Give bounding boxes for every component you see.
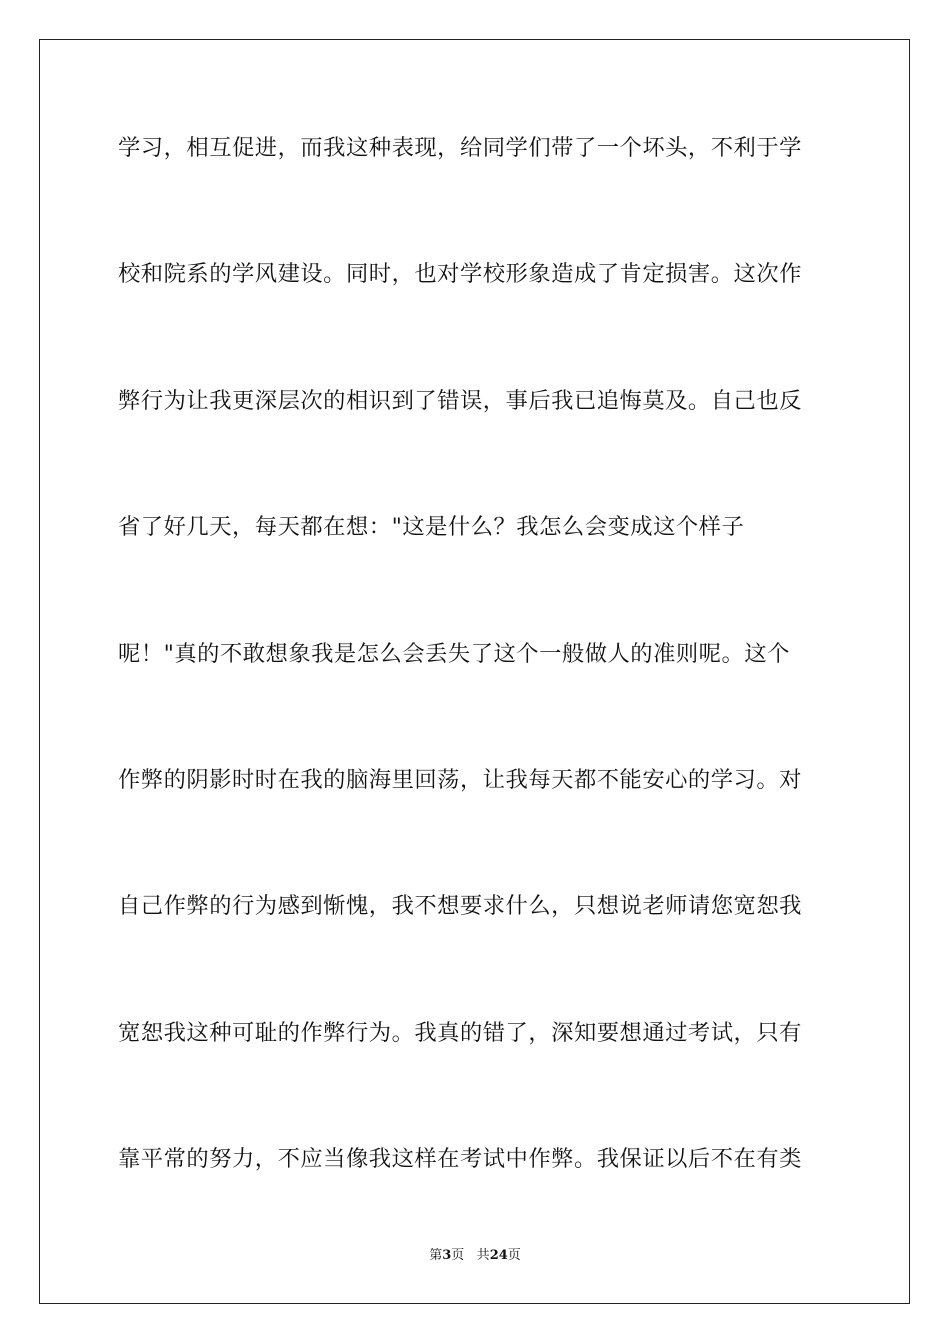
- text-line: 校和院系的学风建设。同时，也对学校形象造成了肯定损害。这次作: [118, 261, 802, 288]
- total-prefix: 共: [476, 1248, 490, 1263]
- text-line: 作弊的阴影时时在我的脑海里回荡，让我每天都不能安心的学习。对: [118, 766, 802, 793]
- page-suffix: 页: [451, 1248, 465, 1263]
- text-line: 学习，相互促进，而我这种表现，给同学们带了一个坏头，不利于学: [118, 135, 802, 161]
- text-line: 省了好几天，每天都在想："这是什么？我怎么会变成这个样子: [118, 514, 745, 541]
- text-line: 自己作弊的行为感到惭愧，我不想要求什么，只想说老师请您宽恕我: [118, 893, 802, 920]
- text-line: 宽恕我这种可耻的作弊行为。我真的错了，深知要想通过考试，只有: [118, 1019, 802, 1046]
- document-body: [118, 128, 834, 1266]
- page-footer: [0, 1246, 950, 1266]
- text-line: 弊行为让我更深层次的相识到了错误，事后我已追悔莫及。自己也反: [118, 387, 802, 414]
- text-line: 呢！"真的不敢想象我是怎么会丢失了这个一般做人的准则呢。这个: [118, 640, 790, 667]
- page-prefix: 第: [429, 1248, 443, 1263]
- total-suffix: 页: [507, 1248, 521, 1263]
- total-pages-number: 24: [489, 1248, 508, 1263]
- text-line: 靠平常的努力，不应当像我这样在考试中作弊。我保证以后不在有类: [118, 1146, 802, 1173]
- current-page-number: 3: [442, 1248, 452, 1263]
